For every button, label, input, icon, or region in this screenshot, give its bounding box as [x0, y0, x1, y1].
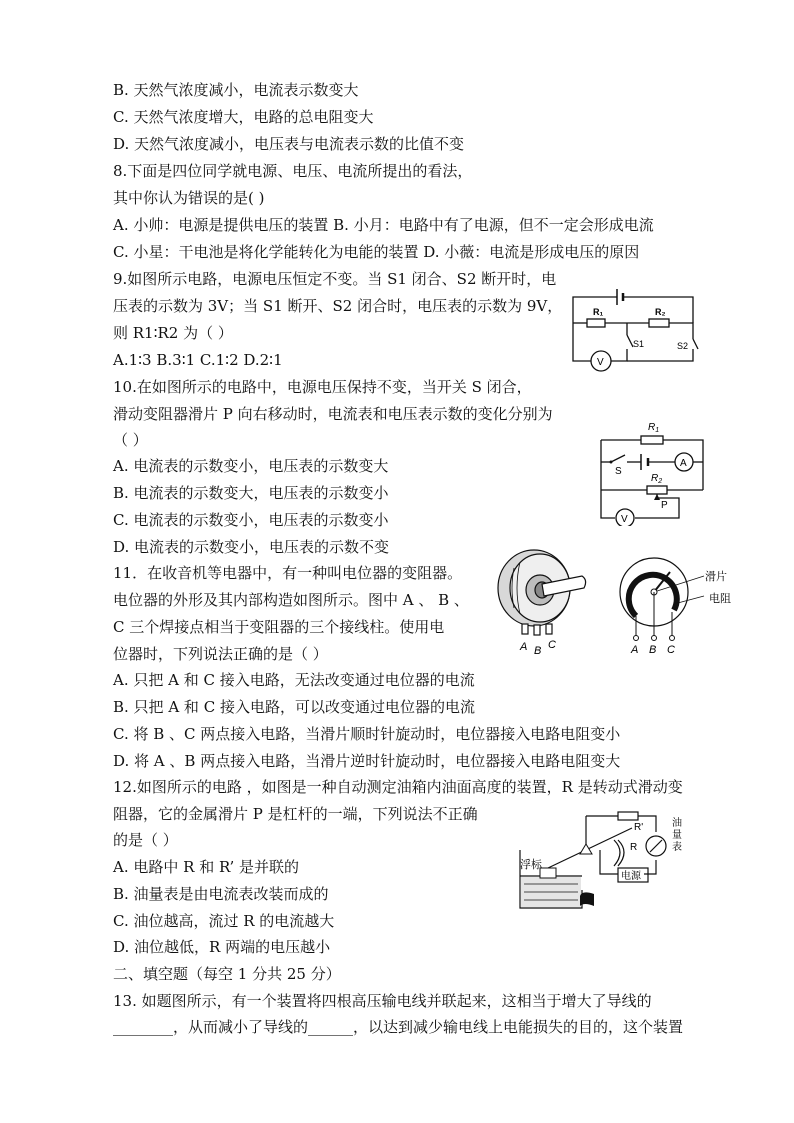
option-d-q12: D. 油位越低，R 两端的电压越小 — [113, 938, 331, 956]
question-11-stem: 11．在收音机等电器中，有一种叫电位器的变阻器。 — [113, 564, 463, 582]
question-12-stem-3: 的是（ ） — [113, 831, 178, 849]
option-c-q12: C. 油位越高，流过 R 的电流越大 — [113, 912, 335, 930]
question-11-stem-3: C 三个焊接点相当于变阻器的三个接线柱。使用电 — [113, 618, 445, 636]
section-2-heading: 二、填空题（每空 1 分共 25 分） — [113, 965, 341, 983]
q9-r1-label: R₁ — [593, 307, 604, 317]
q11-ext-b-label: B — [534, 645, 542, 657]
question-8-stem-2: 其中你认为错误的是( ) — [113, 189, 265, 207]
q12-meter-label: 油量表 — [672, 818, 682, 853]
q11-ext-c-label: C — [548, 639, 556, 651]
question-12-stem-2: 阻器，它的金属滑片 P 是杠杆的一端，下列说法不正确 — [113, 805, 478, 823]
option-d-q7: D. 天然气浓度减小，电压表与电流表示数的比值不变 — [113, 135, 465, 153]
q9-circuit-diagram — [565, 283, 705, 373]
q11-potentiometer-interior — [612, 552, 744, 658]
options-ab-q8: A. 小帅：电源是提供电压的装置 B. 小月：电路中有了电源，但不一定会形成电流 — [113, 216, 654, 234]
q12-rprime-label: R' — [634, 822, 644, 833]
option-d-q11: D. 将 A 、B 两点接入电路，当滑片逆时针旋动时，电位器接入电路电阻变大 — [113, 752, 621, 770]
question-11-stem-4: 位器时，下列说法正确的是（ ） — [113, 645, 328, 663]
q11-int-b-label: B — [649, 644, 657, 656]
q10-p-label: P — [661, 500, 668, 511]
q10-s-label: S — [615, 466, 622, 477]
question-12-stem: 12.如图所示的电路 ，如图是一种自动测定油箱内油面高度的装置，R 是转动式滑动变 — [113, 778, 683, 796]
q11-ext-a-label: A — [520, 641, 528, 653]
options-cd-q8: C. 小星：干电池是将化学能转化为电能的装置 D. 小薇：电流是形成电压的原因 — [113, 243, 640, 261]
option-a-q10: A. 电流表的示数变小，电压表的示数变大 — [113, 457, 389, 475]
question-9-stem: 9.如图所示电路，电源电压恒定不变。当 S1 闭合、S2 断开时，电 — [113, 270, 557, 288]
question-13-stem: 13. 如题图所示，有一个装置将四根高压输电线并联起来，这相当于增大了导线的 — [113, 992, 652, 1010]
option-d-q10: D. 电流表的示数变小，电压表的示数不变 — [113, 538, 390, 556]
option-b-q10: B. 电流表的示数变大，电压表的示数变小 — [113, 484, 389, 502]
question-9-stem-2: 压表的示数为 3V；当 S1 断开、S2 闭合时，电压表的示数为 9V， — [113, 297, 563, 315]
options-q9: A.1∶3 B.3∶1 C.1∶2 D.2∶1 — [113, 351, 283, 369]
option-c-q7: C. 天然气浓度增大，电路的总电阻变大 — [113, 108, 374, 126]
q9-r2-label: R₂ — [655, 307, 666, 317]
q9-voltmeter-label: V — [597, 357, 604, 368]
q9-s1-label: S1 — [633, 339, 645, 349]
q12-float-label: 浮标 — [520, 859, 542, 871]
q12-r-label: R — [630, 842, 638, 853]
question-10-blank: （ ） — [113, 431, 148, 449]
option-b-q12: B. 油量表是由电流表改装而成的 — [113, 885, 329, 903]
q9-s2-label: S2 — [677, 341, 689, 351]
q12-source-label: 电源 — [621, 871, 641, 882]
q10-ammeter-label: A — [680, 458, 687, 469]
q11-potentiometer-exterior — [484, 546, 596, 658]
q10-voltmeter-label: V — [621, 514, 628, 525]
q11-resistor-label: 电阻 — [709, 593, 731, 605]
option-c-q11: C. 将 B 、C 两点接入电路，当滑片顺时针旋动时，电位器接入电路电阻变小 — [113, 725, 621, 743]
q12-oil-gauge-diagram — [514, 810, 694, 916]
option-a-q11: A. 只把 A 和 C 接入电路，无法改变通过电位器的电流 — [113, 671, 475, 689]
question-11-stem-2: 电位器的外形及其内部构造如图所示。图中 A 、 B 、 — [113, 591, 469, 609]
q10-r1-label: $R_1$ — [648, 422, 660, 434]
option-a-q12: A. 电路中 R 和 R’ 是并联的 — [113, 858, 299, 876]
question-10-stem: 10.在如图所示的电路中，电源电压保持不变，当开关 S 闭合， — [113, 378, 532, 396]
question-9-stem-3: 则 R1∶R2 为（ ） — [113, 324, 233, 342]
q11-int-c-label: C — [667, 644, 675, 656]
option-c-q10: C. 电流表的示数变小，电压表的示数变小 — [113, 511, 389, 529]
question-10-stem-2: 滑动变阻器滑片 P 向右移动时，电流表和电压表示数的变化分别为 — [113, 405, 553, 423]
option-b-q7: B. 天然气浓度减小，电流表示数变大 — [113, 81, 359, 99]
question-13-stem-2: ________，从而减小了导线的______，以达到减少输电线上电能损失的目的，这个装置 — [113, 1018, 684, 1036]
q10-r2-label: $R_2$ — [651, 473, 663, 485]
question-8-stem: 8.下面是四位同学就电源、电压、电流所提出的看法， — [113, 162, 473, 180]
option-b-q11: B. 只把 A 和 C 接入电路，可以改变通过电位器的电流 — [113, 698, 475, 716]
q11-slider-label: 滑片 — [705, 571, 727, 583]
q10-circuit-diagram — [595, 418, 713, 526]
q11-int-a-label: A — [631, 644, 639, 656]
